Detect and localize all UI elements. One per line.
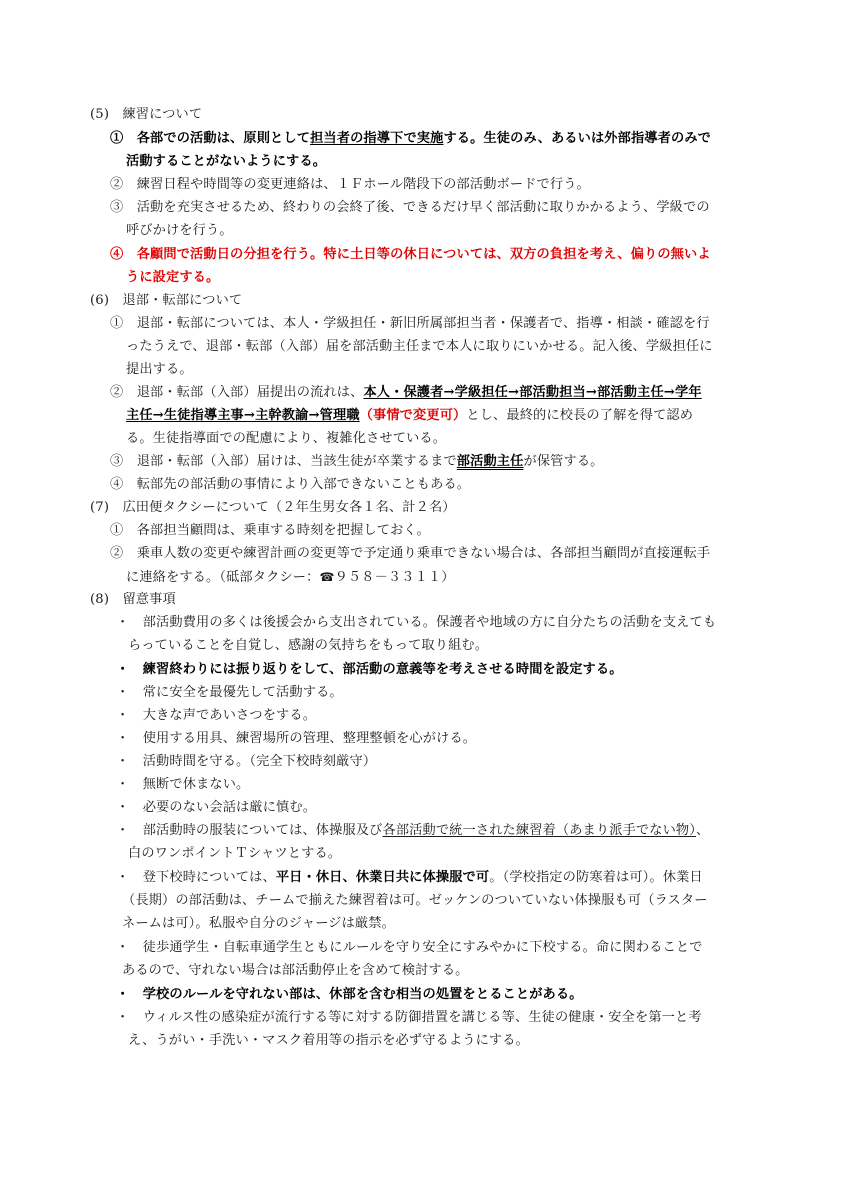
s8-bullet-13 [116,1009,702,1027]
bullet-9-c: 、 [696,823,710,838]
bullet-11-line1: 徒歩通学生・自転車通学生ともにルールを守り安全にすみやかに下校する。命に関わることで [142,940,703,955]
s6-item-2-note: （事情で変更可） [359,408,467,423]
s5-item-4-line1: 各顧問で活動日の分担を行う。特に土日等の休日については、双方の負担を考え、偏りの無いよ [136,247,711,262]
bullet-11-line2: あるので、守れない場合は部活動停止を含めて検討する。 [122,963,469,978]
s8-bullet-11 [116,939,703,957]
s6-item-2-flow-cont: 主任→生徒指導主事→主幹教諭→管理職 [126,408,360,423]
s6-item-2-flow: 本人・保護者→学級担任→部活動担当→部活動主任→学年 [363,385,702,400]
s6-item-1-line2: ったうえで、退部・転部（入部）届を部活動主任まで本人に取りにいかせる。記入後、学級担任に [126,339,713,354]
s5-item-2 [110,176,590,194]
s5-item-4 [110,246,711,264]
s8-bullet-2 [116,661,623,679]
s6-item-1-line3: 提出する。 [126,362,193,377]
telephone-icon: ☎ [319,570,335,584]
bullet-10-bold: 平日・休日、休業日共に体操服で可 [275,870,490,885]
bullet-13-mark: ・ [116,1010,130,1025]
bullet-8-mark: ・ [116,800,130,815]
bullet-8-text: 必要のない会話は厳に慎む。 [142,800,317,815]
s6-item-3-a: 退部・転部（入部）届けは、当該生徒が卒業するまで [136,454,457,469]
bullet-6-text: 活動時間を守る。（完全下校時刻厳守） [142,754,377,769]
bullet-1-line2: らっていることを自覚し、感謝の気持ちをもって取り組む。 [128,638,489,653]
s6-item-2-num: ② [110,385,124,400]
bullet-2-mark: ・ [116,662,130,677]
s5-item-3-line1: 活動を充実させるため、終わりの会終了後、できるだけ早く部活動に取りかかるよう、学級での [136,200,710,215]
bullet-3-text: 常に安全を最優先して活動する。 [142,685,343,700]
s6-item-1 [110,315,710,333]
bullet-10-c: 。（学校指定の防寒着は可）。休業日 [489,870,703,885]
bullet-9-mark: ・ [116,823,130,838]
s5-item-1-line2: 活動することがないようにする。 [126,154,327,169]
bullet-13-line2: え、うがい・手洗い・マスク着用等の指示を必ず守るようにする。 [128,1033,529,1048]
s5-item-3 [110,199,710,217]
bullet-10-line3: ネームは可）。私服や自分のジャージは厳禁。 [122,916,395,931]
section-6-heading: (6) 退部・転部について [90,293,243,308]
s6-item-4-text: 転部先の部活動の事情により入部できないこともある。 [136,477,471,492]
s8-bullet-9 [116,822,709,840]
bullet-1-mark: ・ [116,615,130,630]
bullet-10-a: 登下校時については、 [142,870,276,885]
bullet-13-line1: ウィルス性の感染症が流行する等に対する防御措置を講じる等、生徒の健康・安全を第一と考 [142,1010,702,1025]
s7-item-2-line1: 乗車人数の変更や練習計画の変更等で予定通り乗車できない場合は、各部担当顧問が直接運転手 [136,546,711,561]
s7-item-2-line2a: に連絡をする。（砥部タクシー： [126,570,320,585]
bullet-4-mark: ・ [116,708,130,723]
s6-item-4 [110,476,470,494]
s5-item-3-num: ③ [110,200,124,215]
s8-bullet-4 [116,707,316,725]
section-5-heading: (5) 練習について [90,107,203,122]
s8-bullet-10 [116,869,703,887]
s5-item-1-underlined: 担当者の指導下で実施 [310,131,444,146]
section-8-heading: (8) 留意事項 [90,592,176,607]
s5-item-2-text: 練習日程や時間等の変更連絡は、１Ｆホール階段下の部活動ボードで行う。 [136,177,590,192]
s6-item-3 [110,453,604,471]
bullet-10-line2: （長期）の部活動は、チームで揃えた練習着は可。ゼッケンのついていない体操服も可（ラスター [122,893,708,908]
s5-item-1-c: する。生徒のみ、あるいは外部指導者のみで [443,131,711,146]
s6-item-2 [110,384,702,402]
s8-bullet-5 [116,730,476,748]
bullet-5-text: 使用する用具、練習場所の管理、整理整頓を心がける。 [142,731,477,746]
bullet-12-mark: ・ [116,987,130,1002]
s5-item-1 [110,130,711,148]
s8-bullet-3 [116,684,343,702]
s6-item-3-num: ③ [110,454,124,469]
s6-item-4-num: ④ [110,477,124,492]
s7-item-1-num: ① [110,523,124,538]
bullet-9-a: 部活動時の服装については、体操服及び [142,823,383,838]
bullet-7-text: 無断で休まない。 [142,777,250,792]
bullet-4-text: 大きな声であいさつをする。 [142,708,317,723]
bullet-12-text: 学校のルールを守れない部は、休部を含む相当の処置をとることがある。 [142,987,583,1002]
s8-bullet-12 [116,986,583,1004]
s7-item-1 [110,522,430,540]
bullet-10-mark: ・ [116,870,130,885]
s7-item-1-text: 各部担当顧問は、乗車する時刻を把握しておく。 [136,523,430,538]
s8-bullet-1 [116,614,716,632]
s7-item-2-line2b: ９５８－３３１１） [334,570,455,585]
s6-item-3-c: が保管する。 [523,454,604,469]
s6-item-2-e: とし、最終的に校長の了解を得て認め [466,408,694,423]
s5-item-1-a: 各部での活動は、原則として [136,131,311,146]
s5-item-2-num: ② [110,177,124,192]
bullet-5-mark: ・ [116,731,130,746]
bullet-1-line1: 部活動費用の多くは後援会から支出されている。保護者や地域の方に自分たちの活動を支えても [142,615,717,630]
s5-item-3-line2: 呼びかけを行う。 [126,223,233,238]
s5-item-1-num: ① [110,131,124,146]
s6-item-2-line2 [126,407,693,425]
s6-item-2-line3: る。生徒指導面での配慮により、複雑化させている。 [126,431,447,446]
s7-item-2-num: ② [110,546,124,561]
bullet-9-uniform: 各部活動で統一された練習着（あまり派手でない物） [382,823,696,838]
section-7-heading: (7) 広田便タクシーについて（２年生男女各１名、計２名） [90,500,456,515]
bullet-11-mark: ・ [116,940,130,955]
bullet-9-line2: 白のワンポイントＴシャツとする。 [128,846,342,861]
s8-bullet-7 [116,776,249,794]
s7-item-2-line2 [126,568,455,587]
s8-bullet-8 [116,799,316,817]
s6-item-2-a: 退部・転部（入部）届提出の流れは、 [136,385,364,400]
s6-item-1-num: ① [110,316,124,331]
bullet-7-mark: ・ [116,777,130,792]
s5-item-4-num: ④ [110,247,124,262]
bullet-2-text: 練習終わりには振り返りをして、部活動の意義等を考えさせる時間を設定する。 [142,662,623,677]
s5-item-4-line2: うに設定する。 [126,270,220,285]
s6-item-3-keeper: 部活動主任 [456,454,524,469]
s7-item-2 [110,545,710,563]
s8-bullet-6 [116,753,376,771]
bullet-3-mark: ・ [116,685,130,700]
s6-item-1-line1: 退部・転部については、本人・学級担任・新旧所属部担当者・保護者で、指導・相談・確認を行 [136,316,710,331]
bullet-6-mark: ・ [116,754,130,769]
